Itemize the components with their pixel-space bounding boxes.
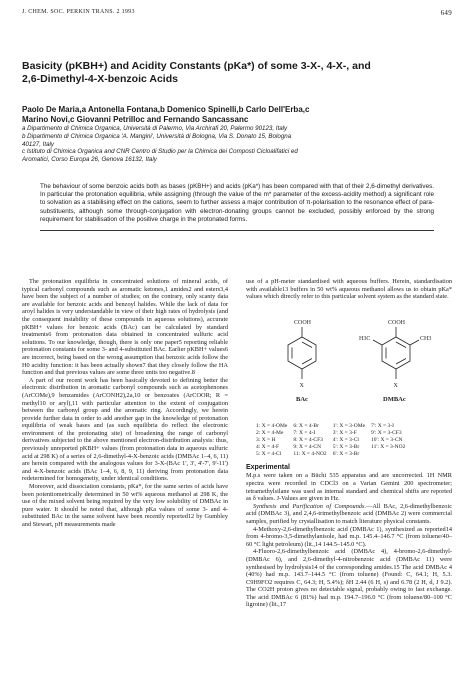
dmbac-x-label: X: [393, 382, 398, 389]
dmbac-h3c-label: H3C: [359, 335, 371, 342]
legend-cell: 4': X = 3-Cl: [332, 436, 359, 443]
legend-cell: 5: X = 4-Cl: [256, 450, 282, 457]
title-line-1: Basicity (pKBH+) and Acidity Constants (pKa*) of some 3-X-, 4-X-, and: [22, 60, 371, 72]
left-column: [22, 278, 228, 529]
body-paragraph: [246, 503, 452, 526]
body-paragraph: 4-Methoxy-2,6-dimethylbenzoic acid (DMBAc 1), synthesized as reported14 from 4-bromo-3,5-dimethylanisole, had m.p. 145.4–146.7 °C (from toluene/40–60 °C light petroleum) (lit.,14 144.5–145.0 °C).: [246, 525, 452, 548]
body-paragraph: 4-Fluoro-2,6-dimethylbenzoic acid (DMBAc 4), 4-bromo-2,6-dimethyl-(DMBAc 6), and 2,6-dimethyl-4-nitrobenzoic acid (DMBAc 11) were synthesised by hydrolysis14 of the corresponding amides.15 The acid DMBAc 4 (40%) had m.p. 143.7–144.5 °C (from toluene) (Found: C, 64.1; H, 5.3. C9H9FO2 requires C, 64.3; H, 5.4%); δH 2.44 (6 H, s) and 6.78 (2 H, d, J 9.2). The CO2H proton gives no detectable signal, probably owing to fast exchange. The acid DMBAc 6 (81%) had m.p. 194.7–196.0 °C (from toluene/80–100 °C ligroine) (lit.,17: [246, 548, 452, 609]
legend-table: [256, 423, 411, 458]
legend-cell: 4: X = 4-F: [256, 443, 280, 450]
affiliation-b-line-2: 40127, Italy: [22, 140, 54, 148]
legend-cell: 3': X = 3-F: [332, 429, 357, 436]
chemical-structures: [246, 305, 452, 423]
bac-caption: BAc: [296, 395, 308, 403]
right-column: [246, 278, 452, 609]
legend-row: [256, 444, 411, 451]
body-paragraph: M.p.s were taken on a Büchi 535 apparatus and are uncorrected. 1H NMR spectra were recorded in CDCl3 on a Varian Gemini 200 spectrometer; tetramethylsilane was used as internal standard and chemical shifts are reported as δ values. J-Values are given in Hz.: [246, 472, 452, 503]
legend-cell: 3: X = H: [256, 436, 276, 443]
abstract: The behaviour of some benzoic acids both as bases (pKBH+) and acids (pKa*) has been compared with that of their 2,6-dimethyl derivatives. In particular the protonation equilibria, while assigning (through the value of the m* parameter of the excess-acidity method) a significant role to solvation as a stabilising effect on the cations, seem to further assess a major contribution of π-polarisation to the resonance effect of para-substituents, although some through-conjugation with electron-donating groups cannot be excluded, possibly enforced by the strong requirement for stabilisation of the positive charge in the protonated forms.: [40, 183, 434, 231]
legend-row: [256, 430, 411, 437]
journal-citation: J. CHEM. SOC. PERKIN TRANS. 2 1993: [22, 9, 135, 15]
affiliations: [22, 125, 452, 164]
legend-cell: 9: X = 4-CN: [293, 443, 322, 450]
legend-cell: 5': X = 3-Br: [332, 443, 360, 450]
affiliation-b-line-1: b Dipartimento di Chimica Organica 'A. Mangini', Università di Bologna, Via S. Donato 15, Bologna: [22, 132, 292, 140]
body-paragraph: A part of our recent work has been basically devoted to defining better the electronic distribution in aromatic carbonyl compounds such as acetophenones (ArCOMe),9 benzamides (ArCONH2),2a,10 or benzoates (ArCOOR; R = methyl10 or aryl),11 with particular attention to the extent of conjugation between the carbonyl group and the aromatic ring. Accordingly, we herein provide further data in order to add another gap in the knowledge of protonation equilibria of weak bases and (as such equilibria do reflect the electronic environment of the protonating site) of broadening the range of carbonyl derivatives subjected to the above mentioned electron-distribution analysis: thus, previously unreported pKBH+ values (from protonation data in aqueous sulfuric acid at 298 K) of a series of 2,6-dimethyl-4-X-benzoic acids (DMBAc 1–4, 6, 11) are herein compared with the analogous values for 3-X-(BAc 1', 3', 4'-7', 9'-11') and 4-X-benzoic acids (BAc 1–4, 6, 8, 9, 11) deriving from protonation data redetermined for homogeneity, under identical conditions.: [22, 376, 228, 483]
legend-row: [256, 423, 411, 430]
legend-row: [256, 437, 411, 444]
legend-cell: 8: X = 4-CF3: [293, 436, 323, 443]
subsection-text: —All BAc, 2,6-dimethylbenzoic acid (DMBAc 3), and 2,4,6-trimethylbenzoic acid (DMBAc 2) were commercial samples, purified by crystallisation to match literature physical constants.: [246, 502, 453, 525]
running-header: [22, 9, 452, 19]
legend-cell: 7': X = 3-I: [371, 422, 394, 429]
dmbac-structure: [373, 327, 419, 379]
dmbac-caption: DMBAc: [383, 395, 406, 403]
legend-row: [256, 451, 411, 458]
affiliation-a: a Dipartimento di Chimica Organica, Università di Palermo, Via Archirafi 20, Palermo 90123, Italy: [22, 125, 288, 132]
dmbac-cooh-label: COOH: [388, 319, 406, 326]
legend-cell: 7: X = 4-I: [293, 429, 316, 436]
legend-cell: 11': X = 3-NO2: [371, 443, 406, 450]
bac-structure: [288, 327, 316, 379]
legend-cell: 1': X = 3-OMe: [332, 422, 366, 429]
affiliation-c-line-2: Aromatici, Corso Europa 26, Genova 16132, Italy: [22, 156, 157, 164]
legend-cell: 6: X = 4-Br: [293, 422, 319, 429]
legend-cell: [371, 451, 411, 458]
substituent-legend: [256, 423, 452, 458]
legend-cell: 9': X = 3-CF3: [371, 429, 402, 436]
body-paragraph: use of a pH-meter standardised with aqueous buffers. Herein, standardisation with available13 buffers in 50 wt% aqueous methanol allows us to obtain pKa* values which directly refer to this particular solvent system as the standard state.: [246, 278, 452, 301]
legend-cell: 11: X = 4-NO2: [293, 450, 327, 457]
affiliation-c-line-1: c Istituto di Chimica Organica and CNR Centro di Studio per la Chimica dei Composti Cicloalifatici ed: [22, 148, 298, 156]
bac-x-label: X: [299, 382, 304, 389]
legend-cell: 10': X = 3-CN: [371, 436, 403, 443]
authors-line-1: Paolo De Maria,a Antonella Fontana,b Domenico Spinelli,b Carlo Dell'Erba,c: [22, 105, 310, 114]
legend-cell: 6': X = 3-Br: [332, 450, 360, 457]
legend-cell: 2: X = 4-Me: [256, 429, 284, 436]
dmbac-ch3-label: CH3: [420, 335, 432, 342]
title-line-2: 2,6-Dimethyl-4-X-benzoic Acids: [22, 72, 178, 85]
author-list: [22, 105, 452, 124]
structure-figure: [246, 305, 452, 423]
body-paragraph: The protonation equilibria in concentrated solutions of mineral acids, of typical carbonyl compounds such as aromatic ketones,1 amides2 and esters3,4 have been the subject of a number of studies; on the contrary, only scanty data are available for benzoic acids and benzoyl halides. While the lack of data for aroyl halides is very understandable in view of their high rates of hydrolysis (and the consequent instability of these compounds in aqueous solutions), accurate pKBH+ values for benzoic acids (BAc) can be calculated by standard treatments6 from protonation data obtained in concentrated sulfuric acid solutions. To our knowledge, though, there is only one paper5 reporting reliable protonation constants for some 3- and 4-substituted BAc. Earlier pKBH+ values6 are incorrect, being based on the wrong assumption that benzoic acids follow the H0 acidity function: it has been actually shown7 that they closely follow the HA function and that previous values are some three units too negative.8: [22, 278, 228, 377]
page-number: 649: [440, 9, 452, 17]
subsection-lead: Synthesis and Purification of Compounds.: [253, 502, 367, 510]
bac-cooh-label: COOH: [294, 319, 312, 326]
authors-line-2: Marino Novi,c Giovanni Petrilloc and Fernando Sancassanc: [22, 114, 249, 124]
legend-cell: 1: X = 4-OMe: [256, 422, 288, 429]
article-title: [22, 60, 452, 85]
body-paragraph: Moreover, acid dissociation constants, pKa*, for the same series of acids have been potentiometrically determined in 50 wt% aqueous methanol at 298 K, the use of the mixed solvent being required by the very low solubility of DMBAc in pure water. It should be noted that, although pKa values of some 3- and 4-substituted BAc in the same solvent have been recently reported12 by Gumbley and Stewart, pH measurements made: [22, 483, 228, 528]
section-heading-experimental: Experimental: [246, 463, 290, 471]
